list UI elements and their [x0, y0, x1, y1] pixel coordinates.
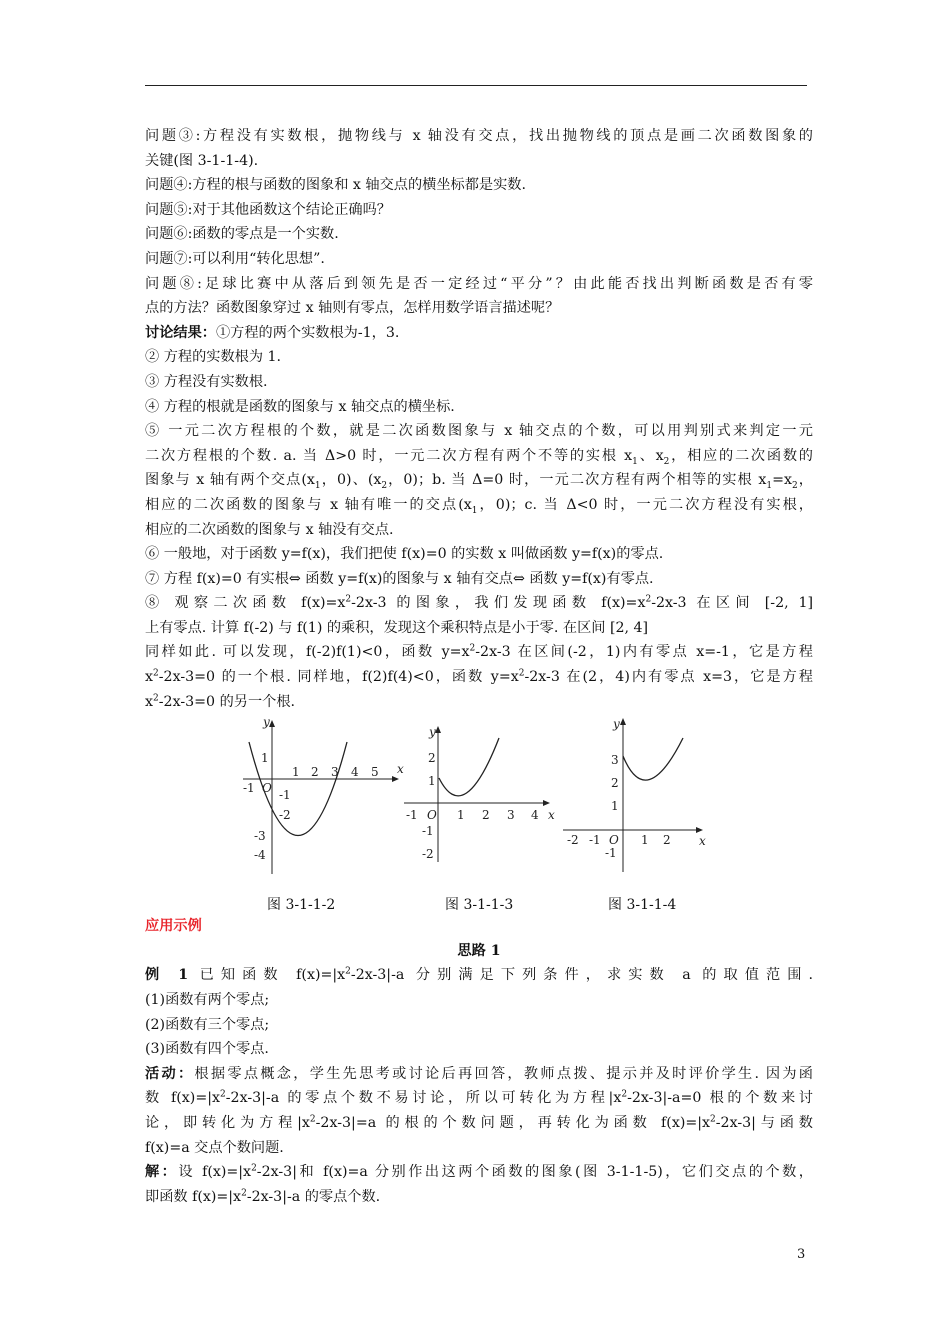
svg-text:-1: -1: [605, 846, 617, 861]
text-line: 点的方法？函数图象穿过 x 轴则有零点，怎样用数学语言描述呢？: [145, 300, 560, 317]
svg-text:1: 1: [292, 765, 300, 780]
text-line: 二次方程根的个数. a. 当 Δ>0 时，一元二次方程有两个不等的实根 $x_1$、$x_2$，相应的二次函数的: [145, 447, 813, 467]
svg-text:-2: -2: [422, 847, 434, 862]
header-rule: [145, 85, 807, 86]
text-line: 上有零点. 计算 f(-2) 与 f(1) 的乘积，发现这个乘积特点是小于零. 在区间 [2, 4]: [145, 619, 649, 636]
svg-text:3: 3: [507, 808, 515, 823]
svg-text:x: x: [699, 834, 706, 849]
svg-text:O: O: [609, 833, 619, 848]
text-line: $x^2-2x-3=0$ 的另一个根.: [145, 692, 296, 710]
section-title: 应用示例: [145, 918, 202, 935]
text-line: 问题⑦:可以利用“转化思想”.: [145, 250, 325, 267]
iff-icon: ⇔: [288, 570, 301, 587]
text-line: 问题④:方程的根与函数的图象和 x 轴交点的横坐标都是实数.: [145, 177, 527, 194]
svg-text:x: x: [397, 762, 404, 777]
discussion-result-3: ③ 方程没有实数根.: [145, 373, 268, 390]
svg-text:-4: -4: [254, 848, 266, 863]
svg-text:2: 2: [482, 808, 490, 823]
text-line: $x^2-2x-3=0$ 的一个根. 同样地，f(2)f(4)<0，函数 $y=x^2-2x-3$ 在(2，4)内有零点 x=3，它是方程: [145, 668, 813, 686]
svg-text:-1: -1: [279, 788, 291, 803]
svg-text:2: 2: [428, 751, 436, 766]
svg-text:-2: -2: [567, 833, 579, 848]
svg-text:2: 2: [663, 833, 671, 848]
discussion-result-7: ⑦ 方程 f(x)=0 有实根⇔ 函数 y=f(x)的图象与 x 轴有交点⇔ 函数 y=f(x)有零点.: [145, 570, 654, 587]
svg-text:y: y: [429, 725, 436, 740]
svg-text:3: 3: [331, 765, 339, 780]
text-line: 关键(图 3-1-1-4).: [145, 152, 259, 169]
svg-text:1: 1: [641, 833, 649, 848]
figure-3-1-1-4: [561, 714, 711, 883]
svg-text:-2: -2: [279, 808, 291, 823]
svg-text:2: 2: [611, 776, 619, 791]
svg-text:2: 2: [311, 765, 319, 780]
figure-3-1-1-2: [237, 716, 407, 885]
figure-row: [145, 718, 813, 914]
discussion-result-5: ⑤ 一元二次方程根的个数，就是二次函数图象与 x 轴交点的个数，可以用判别式来判定一元: [145, 423, 813, 440]
svg-text:4: 4: [531, 808, 539, 823]
text-line: 问题⑥:函数的零点是一个实数.: [145, 226, 339, 243]
svg-text:1: 1: [611, 799, 619, 814]
activity-text: 活动：根据零点概念，学生先思考或讨论后再回答，教师点拨、提示并及时评价学生. 因为函: [145, 1065, 813, 1082]
parabola-graph-one-root: [398, 722, 558, 867]
svg-text:y: y: [613, 717, 620, 732]
svg-text:O: O: [427, 808, 437, 823]
figure-caption: 图 3-1-1-2: [267, 897, 336, 914]
text-line: 图象与 x 轴有两个交点($x_1$，0)、($x_2$，0)；b. 当 Δ=0 时，一元二次方程有两个相等的实根 $x_1=x_2$，: [145, 472, 813, 492]
svg-text:O: O: [262, 781, 272, 796]
text-line: 问题⑧:足球比赛中从落后到领先是否一定经过“平分”？由此能否找出判断函数是否有零: [145, 275, 813, 292]
iff-icon: ⇔: [512, 570, 525, 587]
svg-text:-1: -1: [422, 824, 434, 839]
solution-text: 解：设 $f(x)=|x^2-2x-3|$和 f(x)=a 分别作出这两个函数的图象(图 3-1-1-5)，它们交点的个数，: [145, 1163, 813, 1181]
svg-text:3: 3: [611, 753, 619, 768]
svg-text:-1: -1: [243, 781, 255, 796]
text-line: 问题⑤:对于其他函数这个结论正确吗？: [145, 201, 391, 218]
discussion-result-6: ⑥ 一般地，对于函数 y=f(x)，我们把使 f(x)=0 的实数 x 叫做函数 y=f(x)的零点.: [145, 546, 664, 563]
figure-3-1-1-3: [398, 722, 558, 876]
text-line: 论，即转化为方程$|x^2-2x-3|=a$ 的根的个数问题，再转化为函数 $f(x)=|x^2-2x-3|$与函数: [145, 1114, 813, 1131]
discussion-result-2: ② 方程的实数根为 1.: [145, 349, 282, 366]
svg-text:y: y: [263, 716, 270, 730]
svg-text:1: 1: [261, 751, 269, 766]
svg-text:x: x: [548, 808, 555, 823]
condition-3: (3)函数有四个零点.: [145, 1041, 269, 1058]
text-line: 同样如此. 可以发现，f(-2)f(1)<0，函数 $y=x^2-2x-3$ 在区间(-2，1)内有零点 x=-1，它是方程: [145, 643, 813, 661]
example-statement: 例 1 已知函数 $f(x)=|x^2-2x-3|-a$ 分别满足下列条件，求实数 a 的取值范围.: [145, 966, 813, 984]
condition-1: (1)函数有两个零点;: [145, 992, 270, 1009]
page-number: 3: [797, 1247, 806, 1262]
svg-text:-3: -3: [254, 829, 266, 844]
figure-caption: 图 3-1-1-3: [445, 897, 514, 914]
text-line: 相应的二次函数的图象与 x 轴没有交点.: [145, 521, 394, 538]
discussion-result-1: 讨论结果：①方程的两个实数根为-1，3.: [145, 324, 400, 341]
svg-text:-1: -1: [589, 833, 601, 848]
svg-text:1: 1: [428, 774, 436, 789]
text-line: 数 $f(x)=|x^2-2x-3|-a$ 的零点个数不易讨论，所以可转化为方程$|x^2-2x-3|-a=0$ 根的个数来讨: [145, 1089, 813, 1107]
svg-text:5: 5: [371, 765, 379, 780]
text-line: 即函数 $f(x)=|x^2-2x-3|-a$ 的零点个数.: [145, 1188, 381, 1205]
text-line: f(x)=a 交点个数问题.: [145, 1139, 284, 1156]
discussion-label: 讨论结果：: [145, 324, 216, 341]
condition-2: (2)函数有三个零点;: [145, 1016, 270, 1033]
svg-text:1: 1: [457, 808, 465, 823]
text-line: 问题③:方程没有实数根，抛物线与 x 轴没有交点，找出抛物线的顶点是画二次函数图象的: [145, 128, 813, 144]
discussion-result-8: ⑧ 观察二次函数 $f(x)=x^2-2x-3$ 的图象，我们发现函数 $f(x)=x^2-2x-3$ 在区间 [-2, 1]: [145, 594, 814, 612]
parabola-graph-two-roots: [237, 716, 407, 876]
svg-text:4: 4: [351, 765, 359, 780]
discussion-result-4: ④ 方程的根就是函数的图象与 x 轴交点的横坐标.: [145, 398, 455, 415]
text-line: 相应的二次函数的图象与 x 轴有唯一的交点($x_1$，0)；c. 当 Δ<0 时，一元二次方程没有实根，: [145, 496, 813, 516]
parabola-graph-no-roots: [561, 714, 711, 874]
page-content: [145, 124, 813, 1209]
subsection-title: 思路 1: [457, 942, 501, 959]
svg-text:-1: -1: [406, 808, 418, 823]
figure-caption: 图 3-1-1-4: [608, 897, 677, 914]
